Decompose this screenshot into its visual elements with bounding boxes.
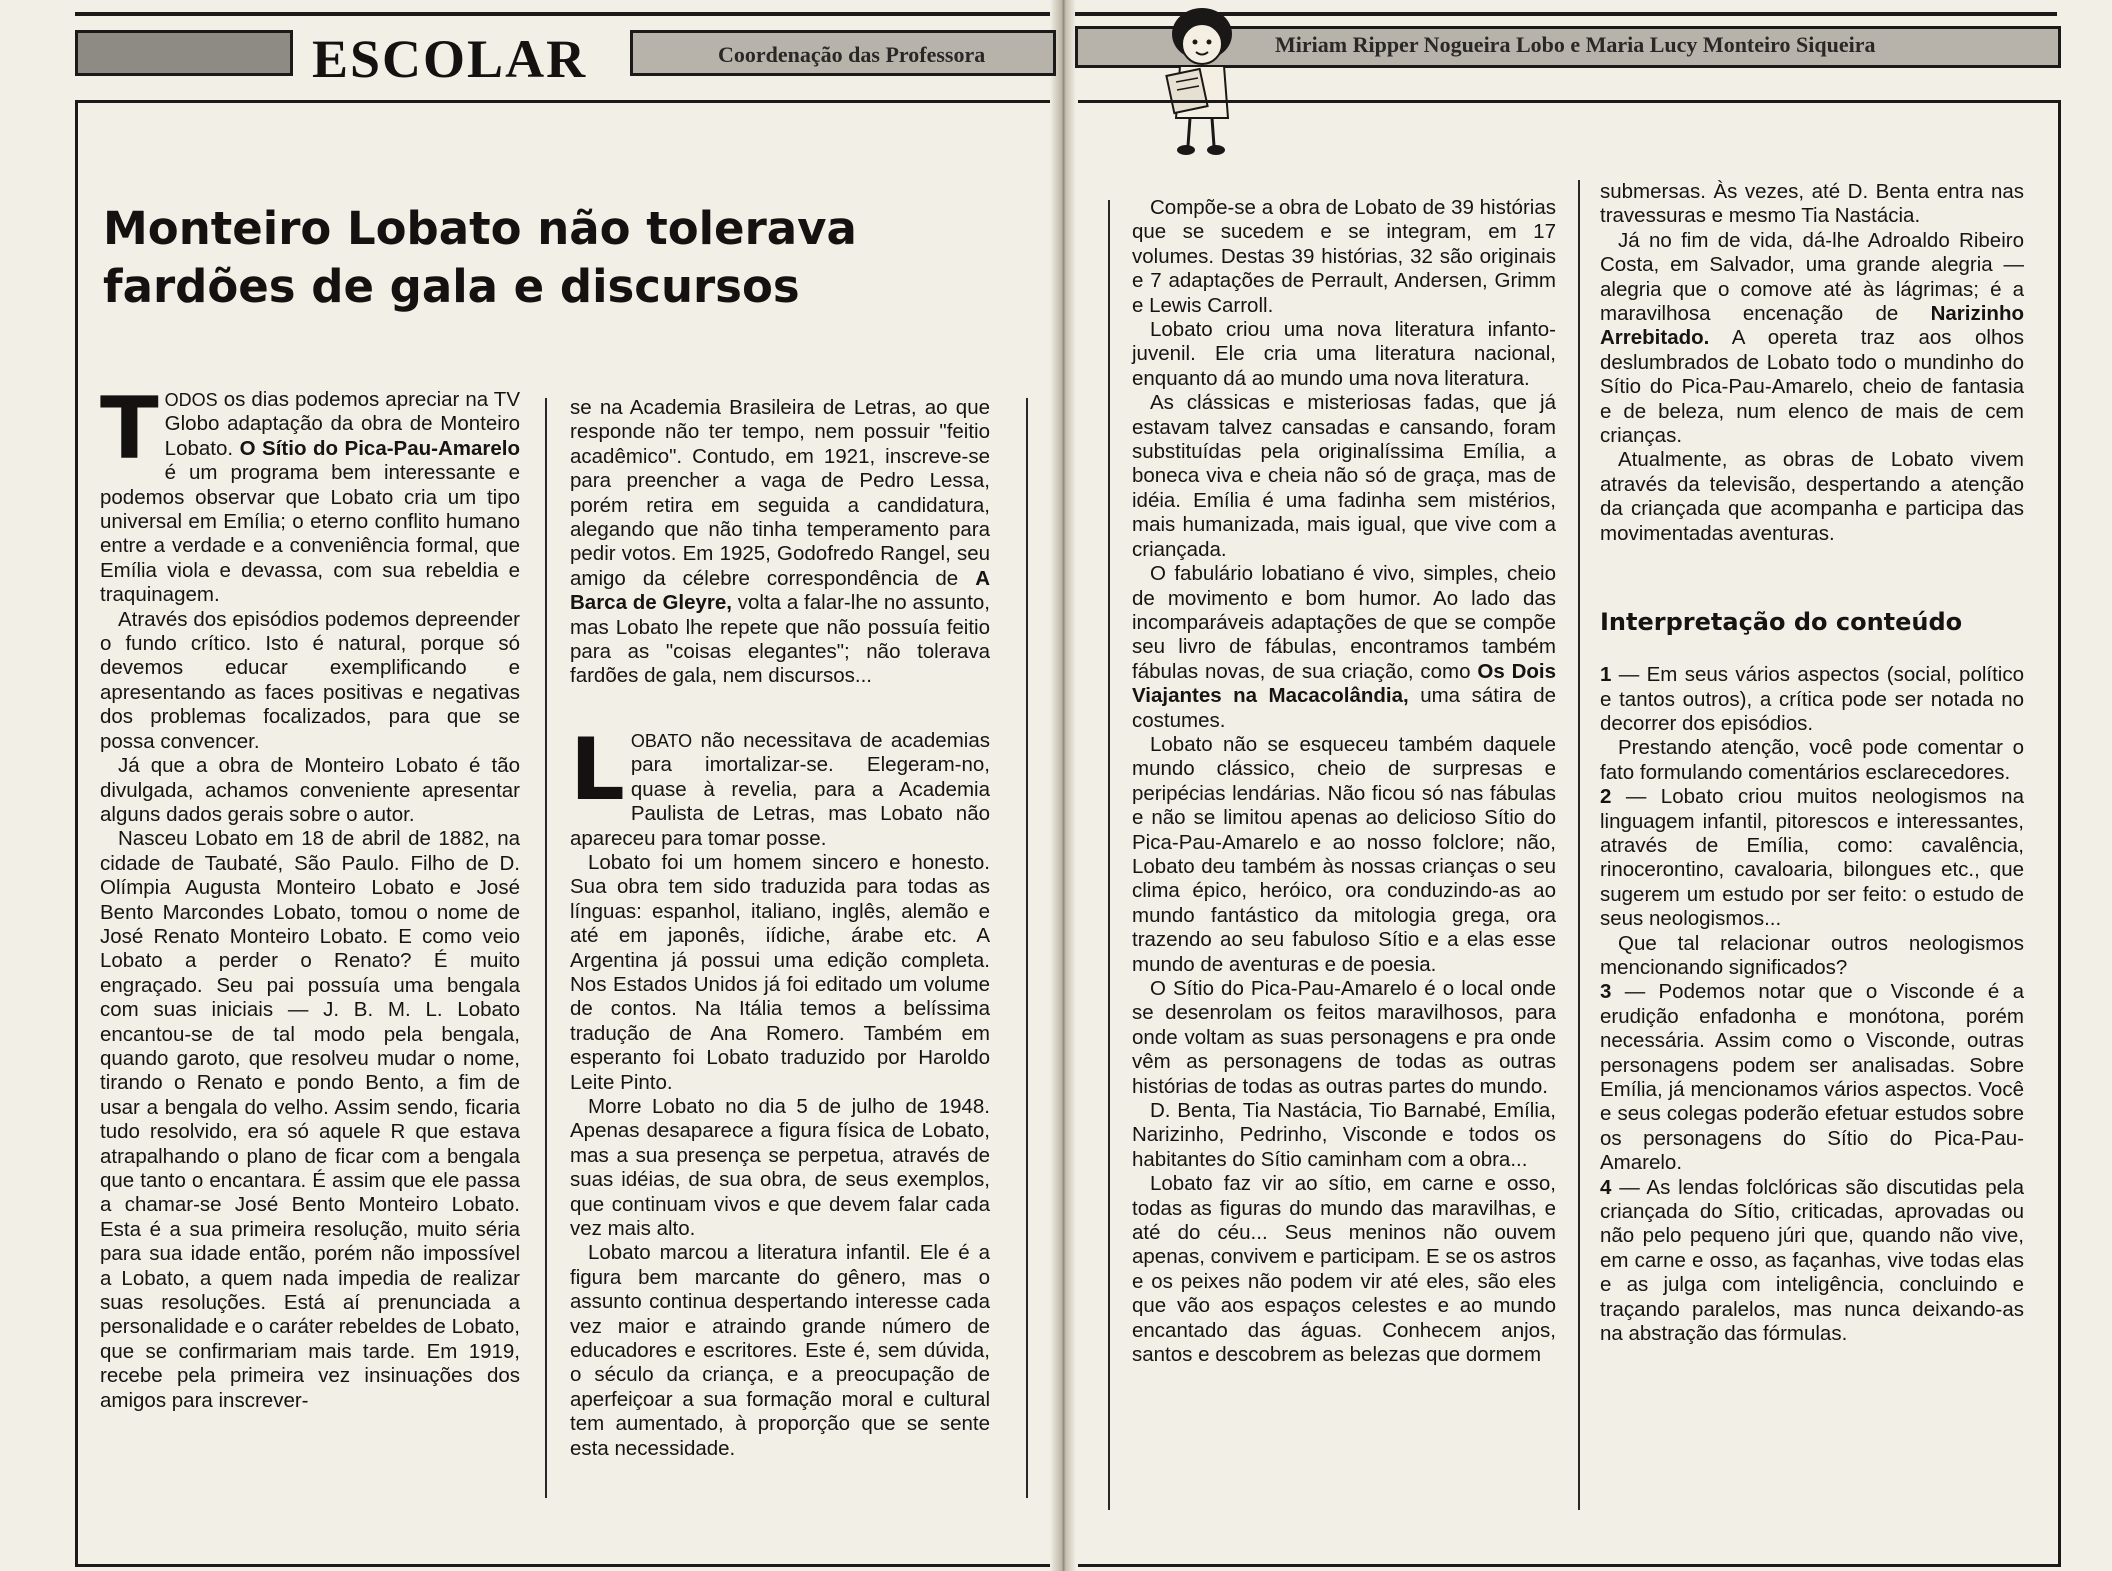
interpretation-heading: Interpretação do conteúdo	[1600, 608, 1963, 637]
drop-cap: L	[570, 719, 625, 820]
paragraph: Já no fim de vida, dá-lhe Adroaldo Ribeiro Costa, em Salvador, uma grande alegria — alegria que o comove até às lágrimas; é a maravilhosa encenação de Narizinho Arrebitado. A opereta traz aos olhos deslumbrados de Lobato todo o mundinho do Sítio do Pica-Pau-Amarelo, cheio de fantasia e de beleza, num elenco de mais de cem crianças.	[1600, 228, 2024, 448]
column-divider	[1026, 398, 1028, 1498]
paragraph: As clássicas e misteriosas fadas, que já estavam talvez cansadas e cansando, foram substituídas pela originalíssima Emília, a boneca viva e cheia não só de graça, mas de idéia. Emília é uma fadinha sem mistérios, mais humanizada, mais igual, que vive com a criançada.	[1132, 391, 1556, 561]
paragraph: submersas. Às vezes, até D. Benta entra nas travessuras e mesmo Tia Nastácia.	[1600, 180, 2024, 228]
column-divider	[1108, 200, 1110, 1510]
paragraph: Lobato faz vir ao sítio, em carne e osso, todas as figuras do mundo das maravilhas, e até do céu... Seus meninos não ouvem apenas, convivem e participam. E se os astros e os peixes não podem vir até eles, são eles que vão aos espaços celestes e ao mundo encantado das águas. Conhecem anjos, santos e descobrem as belezas que dormem	[1132, 1172, 1556, 1367]
exercise-item: 2 — Lobato criou muitos neologismos na linguagem infantil, pitorescos e interessantes, através de Emília, como: cavalência, rinocerontino, cavaloaria, bilongues etc., que sugerem um estudo por ser feito: o estudo de seus neologismos...	[1600, 785, 2024, 931]
paragraph: D. Benta, Tia Nastácia, Tio Barnabé, Emília, Narizinho, Pedrinho, Visconde e todos os habitantes do Sítio caminham com a obra...	[1132, 1099, 1556, 1171]
paragraph: O fabulário lobatiano é vivo, simples, cheio de movimento e bom humor. Ao lado das incomparáveis adaptações de que se compõe seu livro de fábulas, encontramos também fábulas novas, de sua criação, como Os Dois Viajantes na Macacolândia, uma sátira de costumes.	[1132, 562, 1556, 732]
article-headline: Monteiro Lobato não tolerava fardões de gala e discursos	[103, 202, 857, 313]
column-divider	[545, 398, 547, 1498]
paragraph: Lobato foi um homem sincero e honesto. Sua obra tem sido traduzida para todas as línguas: espanhol, italiano, inglês, alemão e até em japonês, iídiche, árabe etc. A Argentina já possui uma edição completa. Nos Estados Unidos já foi editado um volume de contos. Na Itália temos a belíssima tradução de Ana Romero. Também em esperanto foi Lobato traduzido por Haroldo Leite Pinto.	[570, 850, 990, 1094]
paragraph: Lobato marcou a literatura infantil. Ele é a figura bem marcante do gênero, mas o assunto continua despertando interesse cada vez maior e atraindo grande número de educadores e escritores. Este é, sem dúvida, o século da criança, e a preocupação de aperfeiçoar a sua formação moral e cultural tem aumentado, à proporção que se sente esta necessidade.	[570, 1241, 990, 1460]
paragraph: LOBATO não necessitava de academias para imortalizar-se. Elegeram-no, quase à revelia, para a Academia Paulista de Letras, mas Lobato não apareceu para tomar posse.	[570, 719, 990, 850]
exercise-item: 4 — As lendas folclóricas são discutidas pela criançada do Sítio, criticadas, aprovadas ou não pelo pequeno júri que, quando não vive, em carne e osso, as façanhas, vive todas elas e as julga com inteligência, concluindo e traçando paralelos, mas nunca deixando-as na abstração das fórmulas.	[1600, 1175, 2024, 1346]
page-gutter	[1050, 0, 1076, 1571]
article-column-1	[100, 379, 520, 1413]
drop-cap: T	[100, 379, 159, 479]
paragraph: Já que a obra de Monteiro Lobato é tão divulgada, achamos conveniente apresentar alguns dados gerais sobre o autor.	[100, 754, 520, 826]
paragraph: Lobato criou uma nova literatura infanto-juvenil. Ele cria uma literatura nacional, enquanto dá ao mundo uma nova literatura.	[1132, 318, 1556, 390]
section-title: ESCOLAR	[312, 29, 588, 89]
header-top-rule-left	[75, 12, 1050, 16]
coordination-label: Coordenação das Professora	[718, 42, 986, 67]
exercise-item: 3 — Podemos notar que o Visconde é a erudição enfadonha e monótona, porém necessária. Assim como o Visconde, outras personagens podem ser analisadas. Sobre Emília, já mencionamos vários aspectos. Você e seus colegas poderão efetuar estudos sobre os personagens do Sítio do Pica-Pau-Amarelo.	[1600, 980, 2024, 1175]
paragraph: Através dos episódios podemos depreender o fundo crítico. Isto é natural, porque só devemos educar exemplificando e apresentando as faces positivas e negativas dos problemas focalizados, para que se possa convencer.	[100, 607, 520, 753]
exercise-followup: Que tal relacionar outros neologismos mencionando significados?	[1600, 931, 2024, 979]
article-column-4	[1600, 180, 2024, 1346]
authors-label: Miriam Ripper Nogueira Lobo e Maria Lucy Monteiro Siqueira	[1275, 32, 1876, 57]
paragraph: Nasceu Lobato em 18 de abril de 1882, na cidade de Taubaté, São Paulo. Filho de D. Olímpia Augusta Monteiro Lobato e José Bento Marcondes Lobato, tomou o nome de José Renato Monteiro Lobato. E como veio Lobato a perder o Renato? É muito engraçado. Seu pai possuía uma bengala com suas iniciais — J. B. M. L. Lobato encantou-se de tal modo pela bengala, quando garoto, que resolveu mudar o nome, tirando o Renato e pondo Bento, a fim de usar a bengala do velho. Assim sendo, ficaria tudo resolvido, era só aquele R que estava atrapalhando o plano de ficar com a bengala que tanto o encantara. É assim que ele passa a chamar-se José Bento Monteiro Lobato. Esta é a sua primeira resolução, muito séria para sua idade então, porém não impossível a Lobato, a quem nada impedia de realizar suas resoluções. Está aí prenunciada a personalidade e o caráter rebeldes de Lobato, que se confirmariam mais tarde. Em 1919, recebe pela primeira vez insinuações dos amigos para inscrever-	[100, 827, 520, 1412]
paragraph: Morre Lobato no dia 5 de julho de 1948. Apenas desaparece a figura física de Lobato, mas a sua presença se perpetua, através de suas idéias, de sua obra, de seus exemplos, que continuam vivos e que devem falar cada vez mais alto.	[570, 1094, 990, 1240]
paragraph: Atualmente, as obras de Lobato vivem através da televisão, despertando a atenção da criançada que acompanha e participa das movimentadas aventuras.	[1600, 448, 2024, 545]
article-column-2	[570, 396, 990, 1461]
column-divider	[1578, 180, 1580, 1510]
header-bar-left	[75, 30, 293, 76]
paragraph: Compõe-se a obra de Lobato de 39 histórias que se sucedem e se integram, em 17 volumes. Destas 39 histórias, 32 são originais e 7 adaptações de Perrault, Andersen, Grimm e Lewis Carroll.	[1132, 196, 1556, 317]
paragraph: TODOS os dias podemos apreciar na TV Globo adaptação da obra de Monteiro Lobato. O Sítio do Pica-Pau-Amarelo é um programa bem interessante e podemos observar que Lobato cria um tipo universal em Emília; o eterno conflito humano entre a verdade e a conveniência formal, que Emília viola e devassa, com sua rebeldia e traquinagem.	[100, 379, 520, 607]
paragraph: O Sítio do Pica-Pau-Amarelo é o local onde se desenrolam os feitos maravilhosos, para onde voltam as suas personagens e pra onde vêm as personagens de todas as outras histórias de todas as outras partes do mundo.	[1132, 977, 1556, 1098]
exercise-item: 1 — Em seus vários aspectos (social, político e tantos outros), a crítica pode ser notada no decorrer dos episódios.	[1600, 663, 2024, 735]
paragraph: Lobato não se esqueceu também daquele mundo clássico, cheio de surpresas e peripécias lendárias. Não ficou só nas fábulas e não se limitou apenas ao delicioso Sítio do Pica-Pau-Amarelo e ao nosso folclore; não, Lobato deu também às nossas crianças o seu clima épico, heróico, ora conduzindo-as ao mundo fantástico da mitologia grega, ora trazendo ao seu fabuloso Sítio e a elas esse mundo de aventuras e de poesia.	[1132, 732, 1556, 976]
paragraph: se na Academia Brasileira de Letras, ao que responde não ter tempo, nem possuir "feitio acadêmico". Contudo, em 1921, inscreve-se para preencher a vaga de Pedro Lessa, porém retira em seguida a candidatura, alegando que não tinha temperamento para pedir votos. Em 1925, Godofredo Rangel, seu amigo da célebre correspondência de A Barca de Gleyre, volta a falar-lhe no assunto, mas Lobato lhe repete que não possuía feitio para as "coisas elegantes"; não tolerava fardões de gala, nem discursos...	[570, 396, 990, 688]
article-column-3	[1132, 196, 1556, 1368]
exercise-followup: Prestando atenção, você pode comentar o fato formulando comentários esclarecedores.	[1600, 736, 2024, 784]
